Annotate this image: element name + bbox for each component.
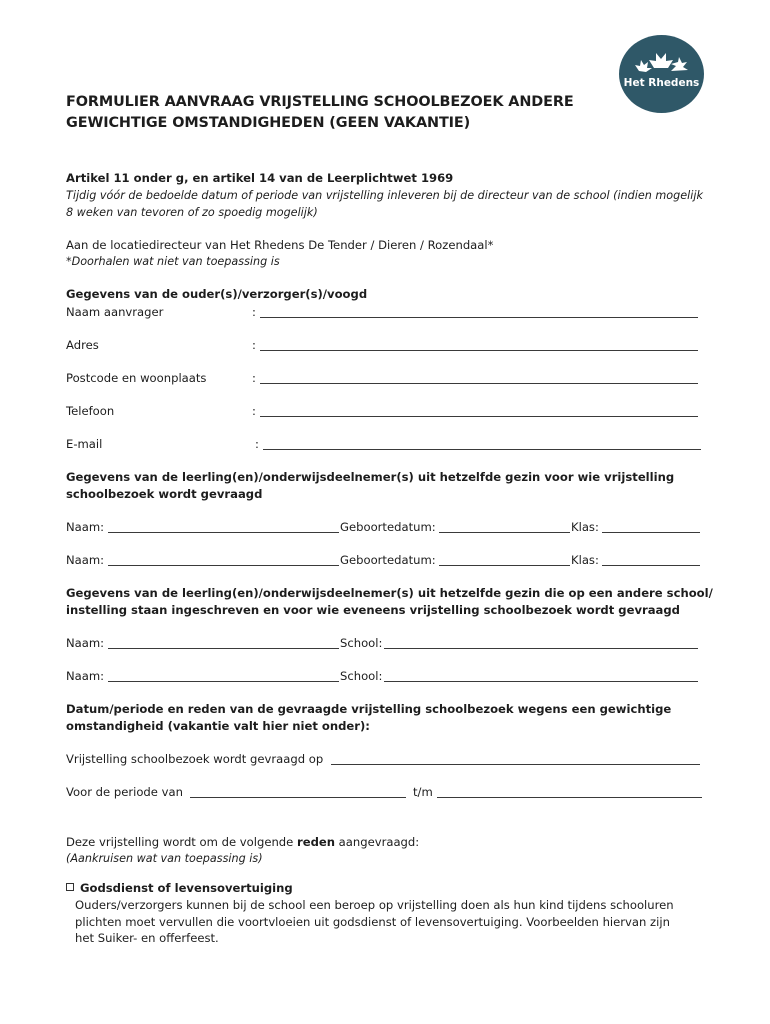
option-religion-title: Godsdienst of levensovertuiging: [80, 881, 293, 895]
option-religion-desc-line-2: plichten moet vervullen die voortvloeien uit godsdienst of levensovertuiging. Voorbeelden hiervan zijn: [75, 915, 670, 929]
field-colon: :: [255, 437, 259, 451]
option-religion-desc-line-1: Ouders/verzorgers kunnen bij de school een beroep op vrijstelling doen als hun kind tijdens schooluren: [75, 898, 674, 912]
student-1-name-label: Naam:: [66, 520, 105, 534]
student-2-birth-field[interactable]: [439, 565, 570, 566]
other-student-2-school-field[interactable]: [384, 681, 698, 682]
student-1-birth-label: Geboortedatum:: [340, 520, 436, 534]
addressee: Aan de locatiedirecteur van Het Rhedens De Tender / Dieren / Rozendaal*: [66, 238, 494, 252]
article-reference: Artikel 11 onder g, en artikel 14 van de Leerplichtwet 1969: [66, 171, 454, 185]
option-religion-desc-line-3: het Suiker- en offerfeest.: [75, 931, 219, 945]
field-label-postcode-city: Postcode en woonplaats: [66, 371, 207, 385]
other-school-heading-line-1: Gegevens van de leerling(en)/onderwijsdeelnemer(s) uit hetzelfde gezin die op een andere school/: [66, 586, 713, 600]
reason-bold: reden: [296, 835, 335, 849]
student-1-birth-field[interactable]: [439, 532, 570, 533]
field-colon: :: [252, 338, 256, 352]
submission-note-line-1: Tijdig vóór de bedoelde datum of periode van vrijstelling inleveren bij de directeur van de school (indien mogelijk: [66, 189, 703, 202]
field-colon: :: [252, 404, 256, 418]
leaf-icon: [619, 35, 704, 113]
period-from-label: Voor de periode van: [66, 785, 183, 799]
reason-hint: (Aankruisen wat van toepassing is): [66, 852, 263, 865]
address-field[interactable]: [260, 350, 698, 351]
field-label-applicant-name: Naam aanvrager: [66, 305, 164, 319]
period-heading-line-2: omstandigheid (vakantie valt hier niet onder):: [66, 719, 370, 733]
student-2-birth-label: Geboortedatum:: [340, 553, 436, 567]
student-2-name-label: Naam:: [66, 553, 105, 567]
other-student-2-name-label: Naam:: [66, 669, 105, 683]
other-student-1-name-label: Naam:: [66, 636, 105, 650]
other-student-2-school-label: School:: [340, 669, 383, 683]
students-heading-line-1: Gegevens van de leerling(en)/onderwijsdeelnemer(s) uit hetzelfde gezin voor wie vrijstelling: [66, 470, 675, 484]
period-until-field[interactable]: [437, 797, 702, 798]
title-line-2: GEWICHTIGE OMSTANDIGHEDEN (GEEN VAKANTIE): [66, 115, 471, 131]
other-student-1-name-field[interactable]: [108, 648, 339, 649]
field-colon: :: [252, 371, 256, 385]
other-student-1-school-field[interactable]: [384, 648, 698, 649]
student-1-name-field[interactable]: [108, 532, 339, 533]
option-religion[interactable]: [66, 880, 293, 897]
other-student-1-school-label: School:: [340, 636, 383, 650]
reason-intro: [66, 834, 419, 851]
title-line-1: FORMULIER AANVRAAG VRIJSTELLING SCHOOLBEZOEK ANDERE: [66, 94, 574, 110]
field-colon: :: [252, 305, 256, 319]
student-2-class-label: Klas:: [571, 553, 599, 567]
field-label-phone: Telefoon: [66, 404, 115, 418]
postcode-city-field[interactable]: [260, 383, 698, 384]
strike-note: *Doorhalen wat niet van toepassing is: [66, 255, 280, 268]
option-religion-checkbox[interactable]: [66, 883, 74, 891]
logo-text: Het Rhedens: [623, 77, 700, 89]
period-until-label: t/m: [413, 785, 433, 799]
submission-note-line-2: 8 weken van tevoren of zo spoedig mogelijk): [66, 206, 318, 219]
period-heading-line-1: Datum/periode en reden van de gevraagde vrijstelling schoolbezoek wegens een gewichtige: [66, 702, 672, 716]
school-logo: [619, 35, 704, 113]
students-heading-line-2: schoolbezoek wordt gevraagd: [66, 487, 263, 501]
field-label-email: E-mail: [66, 437, 103, 451]
reason-prefix: Deze vrijstelling wordt om de volgende: [66, 835, 297, 849]
field-label-address: Adres: [66, 338, 99, 352]
parents-heading: Gegevens van de ouder(s)/verzorger(s)/voogd: [66, 287, 368, 301]
student-1-class-label: Klas:: [571, 520, 599, 534]
student-2-class-field[interactable]: [602, 565, 700, 566]
student-2-name-field[interactable]: [108, 565, 339, 566]
other-student-2-name-field[interactable]: [108, 681, 339, 682]
student-1-class-field[interactable]: [602, 532, 700, 533]
other-school-heading-line-2: instelling staan ingeschreven en voor wie eveneens vrijstelling schoolbezoek wordt gevraagd: [66, 603, 680, 617]
period-from-field[interactable]: [190, 797, 406, 798]
reason-suffix: aangevraagd:: [334, 835, 420, 849]
applicant-name-field[interactable]: [260, 317, 698, 318]
requested-on-field[interactable]: [331, 764, 700, 765]
phone-field[interactable]: [260, 416, 698, 417]
form-title: [66, 92, 574, 134]
email-field[interactable]: [263, 449, 701, 450]
requested-on-label: Vrijstelling schoolbezoek wordt gevraagd op: [66, 752, 324, 766]
